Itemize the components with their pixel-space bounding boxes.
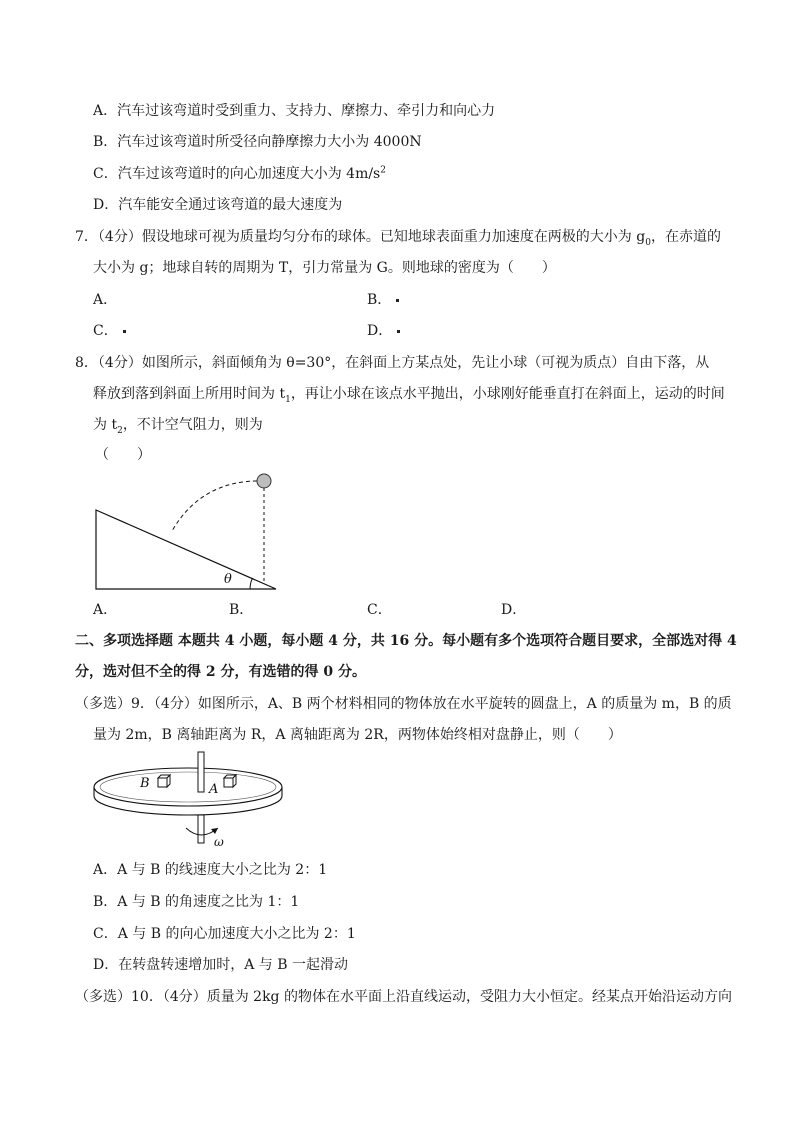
turntable-figure xyxy=(90,750,290,850)
q6-option-b: B．汽车过该弯道时所受径向静摩擦力大小为 4000N xyxy=(93,134,422,150)
incline-triangle xyxy=(96,510,276,589)
q8-stem-line2 xyxy=(93,385,725,403)
q8-stem-line2-sub: 1 xyxy=(285,394,291,405)
rotation-arrowhead-icon xyxy=(211,828,218,834)
block-b-icon xyxy=(158,775,170,787)
q6-option-c xyxy=(93,165,386,183)
q7-stem-line1 xyxy=(75,228,721,246)
formula-placeholder-icon xyxy=(123,330,126,333)
q8-option-c: C． xyxy=(367,602,392,618)
q8-option-a: A． xyxy=(93,602,118,618)
q9-option-d: D．在转盘转速增加时，A 与 B 一起滑动 xyxy=(93,957,348,973)
q8-answer-paren: （ ） xyxy=(95,447,151,463)
q9-option-a: A．A 与 B 的线速度大小之比为 2：1 xyxy=(93,862,328,878)
theta-label: θ xyxy=(224,572,232,587)
block-a-icon xyxy=(224,775,236,787)
q8-stem-line1: 8．（4分）如图所示，斜面倾角为 θ=30°，在斜面上方某点处，先让小球（可视为质点）自由下落，从 xyxy=(75,355,710,371)
q7-option-d-label: D． xyxy=(367,323,393,339)
q8-stem-line2-a: 释放到落到斜面上所用时间为 t xyxy=(93,386,286,402)
omega-label: ω xyxy=(214,835,224,849)
ball-icon xyxy=(257,474,271,488)
q6-option-d: D．汽车能安全通过该弯道的最大速度为 xyxy=(93,197,343,213)
formula-placeholder-icon xyxy=(396,299,399,302)
q6-option-c-sup: 2 xyxy=(380,165,386,176)
projectile-path-dashed xyxy=(172,481,264,531)
block-b-label: B xyxy=(140,776,150,791)
q7-stem-line1-tail: ，在赤道的 xyxy=(650,229,721,245)
q8-stem-line3-a: 为 t xyxy=(93,417,118,433)
q8-option-d: D． xyxy=(501,602,527,618)
q7-option-c-label: C． xyxy=(93,323,118,339)
q7-option-a: A． xyxy=(93,292,118,308)
q9-stem-line2: 量为 2m，B 离轴距离为 R，A 离轴距离为 2R，两物体始终相对盘静止，则（ ） xyxy=(93,727,622,743)
q10-stem-line1: （多选）10．（4分）质量为 2kg 的物体在水平面上沿直线运动，受阻力大小恒定。经某点开始沿运动方向 xyxy=(75,989,732,1005)
q6-option-c-text: C．汽车过该弯道时的向心加速度大小为 4m/s xyxy=(93,166,381,182)
q8-stem-line3-sub: 2 xyxy=(117,425,123,436)
q7-stem-line1-sub: 0 xyxy=(645,237,651,248)
q7-option-b xyxy=(367,291,399,309)
q7-stem-line2: 大小为 g；地球自转的周期为 T，引力常量为 G。则地球的密度为（ ） xyxy=(93,260,556,276)
section2-heading-line1: 二、多项选择题 本题共 4 小题，每小题 4 分，共 16 分。每小题有多个选项符合题目要求，全部选对得 4 xyxy=(75,633,737,649)
q9-option-b: B．A 与 B 的角速度之比为 1：1 xyxy=(93,894,300,910)
formula-placeholder-icon xyxy=(397,330,400,333)
section2-heading-line2: 分，选对但不全的得 2 分，有选错的得 0 分。 xyxy=(75,664,366,680)
q7-option-c xyxy=(93,322,126,340)
q8-stem-line2-b: ，再让小球在该点水平抛出，小球刚好能垂直打在斜面上，运动的时间 xyxy=(290,386,725,402)
q6-option-a: A．汽车过该弯道时受到重力、支持力、摩擦力、牵引力和向心力 xyxy=(93,103,496,119)
block-a-label: A xyxy=(209,782,219,797)
q9-option-c: C．A 与 B 的向心加速度大小之比为 2：1 xyxy=(93,926,356,942)
angle-arc xyxy=(250,578,253,589)
q9-stem-line1: （多选）9．（4分）如图所示，A、B 两个材料相同的物体放在水平旋转的圆盘上，A 的质量为 m，B 的质 xyxy=(75,696,732,712)
q7-option-d xyxy=(367,322,400,340)
incline-figure xyxy=(90,465,290,595)
q8-stem-line3-b: ，不计空气阻力，则为 xyxy=(122,417,263,433)
q7-stem-line1-text: 7．（4分）假设地球可视为质量均匀分布的球体。已知地球表面重力加速度在两极的大小为 g xyxy=(75,229,646,245)
q7-option-b-label: B． xyxy=(367,292,392,308)
turntable-disk xyxy=(94,768,282,806)
rotation-axle-top xyxy=(198,752,204,792)
q8-option-b: B． xyxy=(229,602,254,618)
rotation-axle-bottom xyxy=(198,815,204,843)
q8-stem-line3 xyxy=(93,416,263,434)
